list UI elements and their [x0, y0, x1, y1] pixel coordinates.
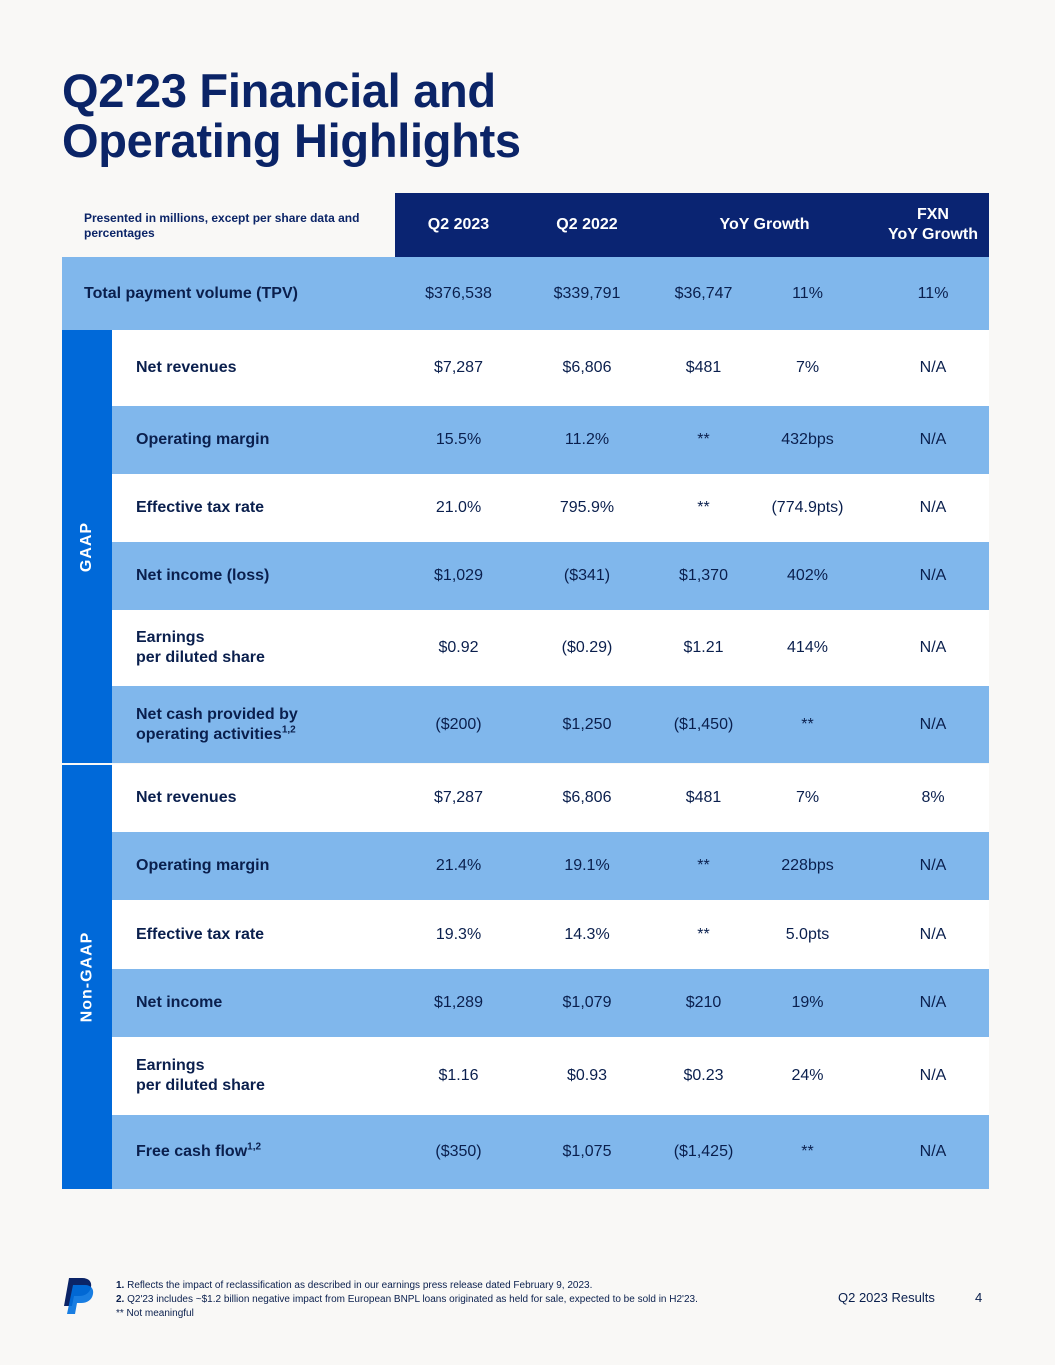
cell-q2-2023: 21.0%	[435, 499, 482, 516]
row-label-line1: Earnings	[136, 629, 205, 646]
cell-q2-2023: $1,289	[434, 994, 483, 1011]
row-label-line1: Net income (loss)	[136, 567, 270, 584]
cell-q2-2023: $1.16	[438, 1067, 479, 1084]
cell-yoy-abs: $36,747	[674, 284, 733, 302]
row-label-line1: Operating margin	[136, 857, 270, 874]
cell-yoy-pct: 402%	[787, 567, 828, 584]
cell-fxn: N/A	[919, 499, 947, 516]
cell-fxn: N/A	[919, 567, 947, 584]
row-label	[136, 542, 269, 610]
cell-yoy-abs: **	[697, 431, 710, 448]
cell-q2-2022: $6,806	[562, 359, 612, 376]
cell-yoy-abs: $481	[685, 789, 722, 806]
cell-q2-2022: 11.2%	[564, 431, 610, 448]
cell-fxn: N/A	[919, 857, 947, 874]
cell-q2-2022: ($341)	[563, 567, 611, 584]
cell-q2-2023: $1,029	[434, 567, 483, 584]
row-label-line2: per diluted share	[136, 649, 265, 666]
cell-q2-2022: 14.3%	[564, 925, 610, 943]
table-row	[112, 832, 989, 900]
table-row	[112, 474, 989, 542]
cell-yoy-pct: (774.9pts)	[771, 499, 844, 516]
row-label	[136, 1115, 261, 1189]
footnote-1: 1. Reflects the impact of reclassification as described in our earnings press release dated February 9, 2023.	[116, 1280, 593, 1291]
cell-yoy-pct: 432bps	[781, 431, 834, 448]
cell-yoy-pct: **	[801, 1143, 814, 1160]
table-header	[62, 193, 989, 257]
cell-q2-2023: $376,538	[425, 284, 492, 302]
cell-fxn: N/A	[919, 994, 947, 1011]
header-yoy-growth: YoY Growth	[719, 216, 810, 233]
row-label	[136, 1037, 265, 1115]
gaap-section-band	[62, 330, 112, 764]
page-title-line1: Q2'23 Financial and	[62, 64, 496, 117]
cell-fxn: N/A	[919, 359, 947, 376]
header-fxn-line1: FXN	[916, 206, 949, 223]
cell-q2-2022: $0.93	[566, 1067, 608, 1084]
cell-yoy-pct: 414%	[787, 639, 828, 656]
table-row	[112, 610, 989, 686]
nongaap-section-band	[62, 765, 112, 1189]
paypal-logo-icon	[60, 1276, 94, 1316]
cell-q2-2023: ($350)	[435, 1143, 482, 1160]
table-row	[112, 1037, 989, 1115]
row-label-line1: Effective tax rate	[136, 499, 265, 516]
cell-q2-2022: 19.1%	[564, 857, 610, 874]
row-label: Total payment volume (TPV)	[84, 284, 298, 302]
cell-yoy-pct: 7%	[795, 359, 820, 376]
header-fxn-line2: YoY Growth	[887, 226, 979, 243]
cell-q2-2023: $7,287	[434, 789, 483, 806]
cell-yoy-abs: **	[697, 925, 710, 943]
table-row	[112, 969, 989, 1037]
cell-q2-2022: $1,250	[562, 715, 612, 733]
table-row	[112, 900, 989, 969]
cell-yoy-abs: $0.23	[683, 1067, 724, 1084]
row-label-line1: Free cash flow	[136, 1143, 248, 1160]
cell-q2-2022: ($0.29)	[561, 639, 613, 656]
table-row-tpv	[62, 257, 989, 330]
cell-q2-2022: 795.9%	[559, 499, 615, 516]
footnote-3: ** Not meaningful	[116, 1308, 194, 1319]
table-row	[112, 542, 989, 610]
header-note: Presented in millions, except per share data and percentages	[84, 211, 360, 240]
row-label-line1: Earnings	[136, 1057, 205, 1074]
cell-q2-2023: 19.3%	[435, 925, 482, 943]
cell-yoy-abs: **	[697, 857, 710, 874]
row-label-line2: operating activities$^{1,2}$	[136, 724, 296, 743]
table-row	[112, 686, 989, 763]
cell-q2-2022: $339,791	[553, 284, 621, 302]
footnote-ref: 1,2	[247, 1141, 262, 1153]
cell-fxn: N/A	[919, 1067, 947, 1084]
header-fxn-yoy-growth	[877, 193, 989, 257]
cell-yoy-abs: $481	[685, 359, 722, 376]
cell-yoy-abs: ($1,450)	[673, 715, 734, 733]
cell-yoy-pct: 228bps	[781, 857, 834, 874]
cell-yoy-abs: $1,370	[679, 567, 728, 584]
row-label-line1: Net revenues	[136, 789, 237, 806]
page-number: 4	[975, 1290, 983, 1305]
row-label	[136, 330, 237, 406]
row-label-line1: Effective tax rate	[136, 925, 265, 943]
cell-fxn: 8%	[921, 789, 945, 806]
cell-yoy-pct: 11%	[792, 284, 823, 302]
footnote-ref: 1,2	[281, 724, 296, 736]
table-row	[112, 406, 989, 474]
cell-yoy-abs: **	[697, 499, 710, 516]
cell-q2-2022: $6,806	[562, 789, 612, 806]
row-label-line2: per diluted share	[136, 1077, 265, 1094]
table-row	[112, 330, 989, 406]
cell-fxn: N/A	[919, 925, 947, 943]
nongaap-section-label: Non-GAAP	[78, 931, 95, 1023]
cell-q2-2023: ($200)	[435, 715, 482, 733]
cell-fxn: 11%	[917, 284, 949, 302]
header-q2-2023: Q2 2023	[427, 216, 490, 233]
cell-fxn: N/A	[919, 1143, 947, 1160]
row-label-line1: Net income	[136, 994, 223, 1011]
row-label	[136, 406, 269, 474]
cell-yoy-abs: $210	[685, 994, 722, 1011]
row-label-line1: Operating margin	[136, 431, 270, 448]
cell-fxn: N/A	[919, 715, 947, 733]
cell-q2-2022: $1,079	[562, 994, 612, 1011]
row-label	[136, 900, 264, 969]
cell-yoy-pct: 24%	[791, 1067, 824, 1084]
cell-yoy-pct: 7%	[795, 789, 820, 806]
row-label	[136, 969, 222, 1037]
cell-q2-2023: $0.92	[438, 639, 479, 656]
cell-q2-2023: 15.5%	[435, 431, 482, 448]
row-label	[136, 610, 265, 686]
footnotes	[116, 1279, 816, 1321]
results-label: Q2 2023 Results	[838, 1290, 935, 1305]
cell-fxn: N/A	[919, 639, 947, 656]
cell-yoy-abs: ($1,425)	[673, 1143, 734, 1160]
gaap-section-label: GAAP	[78, 521, 96, 573]
row-label	[136, 832, 269, 900]
cell-q2-2023: $7,287	[434, 359, 483, 376]
cell-fxn: N/A	[919, 431, 947, 448]
page-title-line2: Operating Highlights	[62, 114, 521, 167]
row-label-line1: Net revenues	[136, 359, 237, 376]
footnote-2: 2. Q2'23 includes ~$1.2 billion negative impact from European BNPL loans originated as held for sale, expected to be sold in H2'23.	[116, 1294, 698, 1305]
table-row	[112, 764, 989, 832]
row-label	[136, 764, 237, 832]
cell-yoy-pct: **	[801, 715, 814, 733]
cell-q2-2023: 21.4%	[435, 857, 482, 874]
row-label-line1: Net cash provided by	[136, 705, 298, 723]
row-label	[136, 686, 298, 763]
header-q2-2022: Q2 2022	[556, 216, 618, 233]
page-title	[62, 66, 521, 166]
row-label	[136, 474, 264, 542]
table-row	[112, 1115, 989, 1189]
cell-yoy-pct: 19%	[791, 994, 824, 1011]
cell-yoy-abs: $1.21	[683, 639, 724, 656]
cell-q2-2022: $1,075	[562, 1143, 612, 1160]
cell-yoy-pct: 5.0pts	[785, 925, 830, 943]
